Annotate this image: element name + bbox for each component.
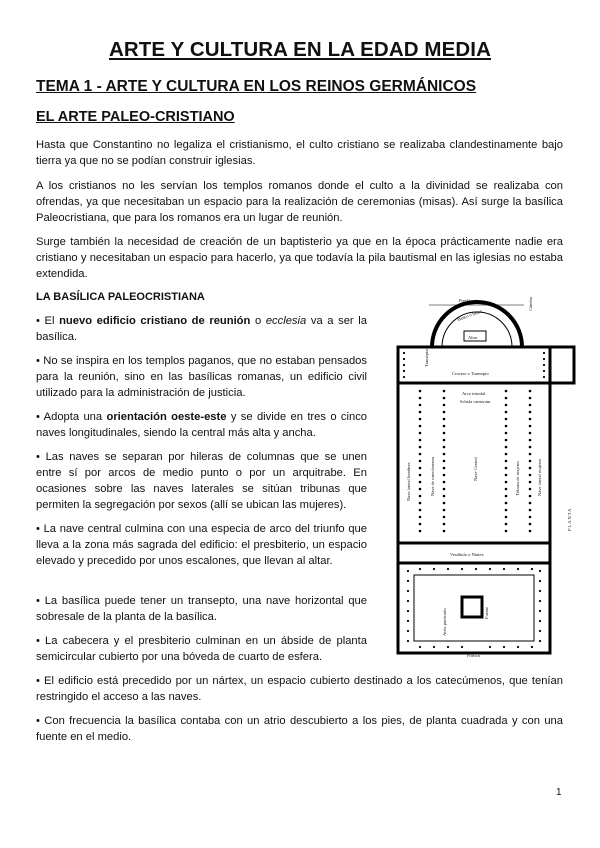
column-row-2: [443, 390, 446, 533]
label-fuente: Fuente: [484, 606, 489, 619]
label-banco: Banco o bema: [456, 308, 483, 322]
transept-wall: [398, 347, 550, 383]
tema-heading: TEMA 1 - ARTE Y CULTURA EN LOS REINOS GERMÁNICOS: [36, 78, 477, 95]
page-number: 1: [556, 787, 562, 798]
bullet-ecclesia: • El nuevo edificio cristiano de reunión o ecclesia va a ser la basílica.: [36, 315, 367, 343]
bullet-atrium: • Con frecuencia la basílica contaba con un atrio descubierto a los pies, de planta cuadrada y con una fuente en el medio.: [36, 715, 563, 743]
label-portico: Pórtico: [467, 653, 480, 658]
label-altar: Altar: [468, 335, 478, 340]
intro-paragraph-1: Hasta que Constantino no legaliza el cristianismo, el culto cristiano se realizaba clandestinamente bajo tierra ya que no se podían construir iglesias.: [36, 139, 563, 167]
label-tribuna: Tribuna de mujeres: [515, 461, 520, 496]
label-presbiterio: Presbiterio: [459, 298, 479, 303]
label-schola: Schola cantorum: [460, 399, 491, 404]
label-crucero: Crucero o Transepto: [452, 371, 489, 376]
label-arco: Arco triunfal: [462, 391, 486, 396]
intro-paragraph-2: A los cristianos no les servían los templos romanos donde el culto a la divinidad se realizaba con ofrendas, ya que necesitaban un espacio para la realización de ceremonias (misas). Así surge la basílica Paleocristiana, que para los romanos era un lugar de reunión.: [36, 180, 563, 224]
label-nave-lateral-der: Nave lateral mujeres: [537, 458, 542, 496]
atrium-inner: [414, 575, 534, 641]
label-nave-lateral-izq: Nave lateral hombres: [406, 462, 411, 501]
bullet-central-nave: • La nave central culmina con una especia de arco del triunfo que lleva a la zona más sagrada del edificio: el presbiterio, un espacio elevado y precedido por unos escalones, que llevan al altar.: [36, 523, 367, 567]
basilica-floor-plan: [374, 291, 580, 666]
fountain-square: [462, 597, 482, 617]
label-transepto: Transepto: [424, 349, 429, 367]
bullet-transept: • La basílica puede tener un transepto, una nave horizontal que sobresale de la planta de la basílica.: [36, 595, 367, 623]
document-title: ARTE Y CULTURA EN LA EDAD MEDIA: [109, 38, 491, 61]
column-row-3: [505, 390, 508, 533]
intro-paragraph-3: Surge también la necesidad de creación de un baptisterio ya que en la época prácticamente nadie era cristiano y necesitaban un espacio para hacerlo, ya que todavía la pila bautismal en las iglesias no estaba extendida.: [36, 236, 563, 280]
label-nave-central: Nave Central: [473, 457, 478, 481]
label-catedra: Cátedra: [528, 297, 533, 311]
atrium-wall: [398, 563, 550, 653]
apse-wall: [432, 302, 522, 347]
bullet-columns: • Las naves se separan por hileras de columnas que se unen entre sí por arcos de medio punto o por un arquitrabe. En ocasiones sobre las naves laterales se sitúan tribunas que permiten la segregación por sexos (allí se ubican las mujeres).: [36, 451, 367, 511]
bullet-narthex: • El edificio está precedido por un nártex, un espacio cubierto destinado a los catecúmenos, que tenían restringido el acceso a las naves.: [36, 675, 563, 703]
label-atrio: Atrio porticado: [442, 608, 447, 636]
transept-arm: [550, 347, 574, 383]
section-heading: EL ARTE PALEO-CRISTIANO: [36, 109, 235, 125]
subsection-heading: LA BASÍLICA PALEOCRISTIANA: [36, 291, 205, 303]
label-vestibulo: Vestíbulo o Nártex: [450, 552, 484, 557]
label-planta: PLANTA: [567, 507, 572, 531]
column-row-1: [419, 390, 422, 533]
bullet-orientation: • Adopta una orientación oeste-este y se divide en tres o cinco naves longitudinales, siendo la central más alta y ancha.: [36, 411, 368, 439]
column-row-4: [529, 390, 532, 533]
atrium-columns: [407, 568, 541, 648]
apse-inner: [442, 312, 512, 347]
bullet-inspiration: • No se inspira en los templos paganos, que no estaban pensados para la reunión, sino en las basílicas romanas, un edificio civil utilizado para la administración de justicia.: [36, 355, 367, 399]
label-nave-catecumenos: Nave de catecúmenos: [430, 456, 435, 496]
bullet-apse: • La cabecera y el presbiterio culminan en un ábside de planta semicircular cubierto por una bóveda de cuarto de esfera.: [36, 635, 367, 663]
